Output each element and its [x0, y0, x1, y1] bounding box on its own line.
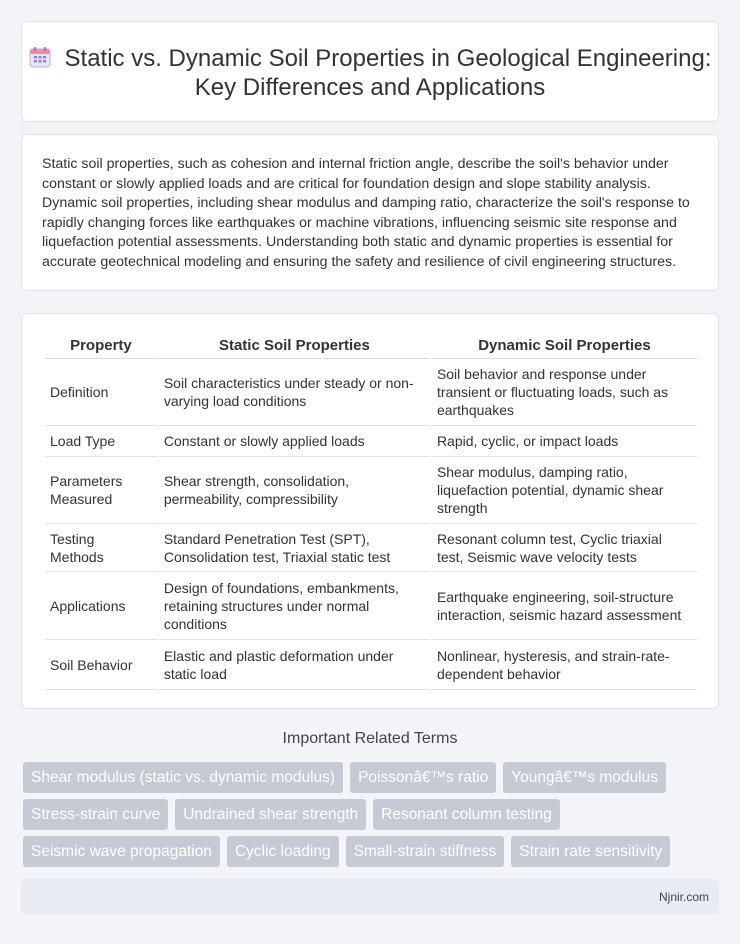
header-static: Static Soil Properties [159, 333, 430, 359]
calendar-icon [29, 46, 51, 68]
row-label: Load Type [45, 426, 157, 457]
related-term-tag[interactable]: Strain rate sensitivity [511, 836, 670, 867]
static-cell: Standard Penetration Test (SPT), Consolidation test, Triaxial static test [159, 524, 430, 572]
dynamic-cell: Shear modulus, damping ratio, liquefaction potential, dynamic shear strength [432, 457, 697, 524]
static-cell: Design of foundations, embankments, retaining structures under normal conditions [159, 572, 430, 640]
table-row [45, 572, 697, 640]
static-cell: Shear strength, consolidation, permeability, compressibility [159, 457, 430, 524]
row-label: Soil Behavior [45, 640, 157, 690]
intro-paragraph: Static soil properties, such as cohesion and internal friction angle, describe the soil's behavior under constant or slowly applied loads and are critical for foundation design and slope stability analysis. Dynamic soil properties, including shear modulus and damping ratio, characterize the soil's response to rapidly changing forces like earthquakes or machine vibrations, influencing seismic site response and liquefaction potential assessments. Understanding both static and dynamic properties is essential for accurate geotechnical modeling and ensuring the safety and resilience of civil engineering structures. [42, 156, 690, 270]
related-term-tag[interactable]: Cyclic loading [227, 836, 339, 867]
related-term-tag[interactable]: Resonant column testing [373, 799, 560, 830]
table-row [45, 359, 697, 426]
table-row [45, 524, 697, 572]
header-dynamic: Dynamic Soil Properties [432, 333, 697, 359]
title-card [21, 21, 719, 122]
table-row [45, 426, 697, 457]
page-title-text: Static vs. Dynamic Soil Properties in Geological Engineering: Key Differences and Applications [64, 45, 712, 101]
row-label: Testing Methods [45, 524, 157, 572]
dynamic-cell: Soil behavior and response under transient or fluctuating loads, such as earthquakes [432, 359, 697, 426]
row-label: Parameters Measured [45, 457, 157, 524]
header-property: Property [45, 333, 157, 359]
comparison-table-card [21, 313, 719, 709]
row-label: Applications [45, 572, 157, 640]
comparison-table [43, 333, 699, 690]
dynamic-cell: Resonant column test, Cyclic triaxial test, Seismic wave velocity tests [432, 524, 697, 572]
related-term-tag[interactable]: Youngâ€™s modulus [503, 762, 666, 793]
page-title [22, 44, 718, 102]
dynamic-cell: Nonlinear, hysteresis, and strain-rate-dependent behavior [432, 640, 697, 690]
related-term-tag[interactable]: Poissonâ€™s ratio [350, 762, 496, 793]
related-terms-heading: Important Related Terms [282, 730, 458, 747]
footer [21, 879, 719, 914]
table-row [45, 457, 697, 524]
related-term-tag[interactable]: Shear modulus (static vs. dynamic modulus) [23, 762, 343, 793]
table-row [45, 640, 697, 690]
dynamic-cell: Rapid, cyclic, or impact loads [432, 426, 697, 457]
related-term-tag[interactable]: Undrained shear strength [175, 799, 366, 830]
static-cell: Soil characteristics under steady or non-varying load conditions [159, 359, 430, 426]
table-header-row [45, 333, 697, 359]
static-cell: Constant or slowly applied loads [159, 426, 430, 457]
static-cell: Elastic and plastic deformation under static load [159, 640, 430, 690]
related-term-tag[interactable]: Small-strain stiffness [346, 836, 505, 867]
related-term-tag[interactable]: Seismic wave propagation [23, 836, 220, 867]
related-term-tag[interactable]: Stress-strain curve [23, 799, 168, 830]
intro-card [21, 134, 719, 291]
related-terms-list [23, 762, 723, 873]
dynamic-cell: Earthquake engineering, soil-structure interaction, seismic hazard assessment [432, 572, 697, 640]
row-label: Definition [45, 359, 157, 426]
footer-site-link[interactable]: Njnir.com [658, 890, 709, 904]
